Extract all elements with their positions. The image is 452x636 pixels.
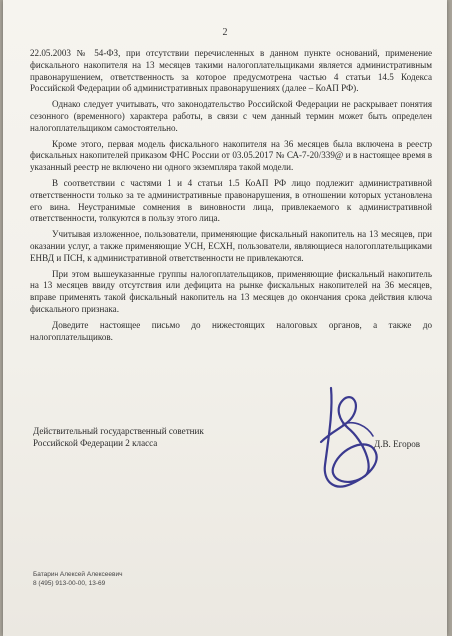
executor-name: Батарин Алексей Алексеевич (33, 571, 123, 578)
paragraph-4: В соответствии с частями 1 и 4 статьи 1.5 КоАП РФ лицо подлежит административной ответственности только за те административные правонарушения, в отношении которых установлена его вина. Неустранимые сомнения в виновности лица, привлекаемого к административной ответственности, толкуются в пользу этого лица. (30, 177, 432, 224)
document-page (3, 0, 447, 636)
letter-body (30, 48, 432, 347)
signatory-title (33, 425, 204, 449)
paragraph-2: Однако следует учитывать, что законодательство Российской Федерации не раскрывает понятия сезонного (временного) характера работы, в связи с чем данный термин может быть определен налогоплательщиком самостоятельно. (30, 99, 432, 133)
paragraph-3: Кроме этого, первая модель фискального накопителя на 36 месяцев была включена в реестр фискальных накопителей приказом ФНС России от 03.05.2017 № СА-7-20/339@ и в настоящее время в указанный реестр не включено ни одного экземпляра такой модели. (30, 138, 432, 173)
paragraph-7: Доведите настоящее письмо до нижестоящих налоговых органов, а также до налогоплательщиков. (30, 319, 432, 342)
signatory-title-line2: Российской Федерации 2 класса (33, 438, 158, 448)
page-number: 2 (222, 27, 228, 38)
signatory-name: Д.В. Егоров (374, 439, 421, 449)
paragraph-5: Учитывая изложенное, пользователи, применяющие фискальный накопитель на 13 месяцев, при оказании услуг, а также применяющие УСН, ЕСХН, пользователи, являющиеся налогоплательщиками ЕНВД и ПСН, к административной ответственности не привлекаются. (30, 229, 432, 263)
executor-info (33, 570, 122, 588)
executor-phone: 8 (495) 913-00-00, 13-69 (33, 580, 106, 587)
paragraph-6: При этом вышеуказанные группы налогоплательщиков, применяющие фискальный накопитель на 13 месяцев ввиду отсутствия или дефицита на рынке фискальных накопителей на 36 месяцев, вправе применять такой фискальный накопитель на 13 месяцев до окончания срока действия ключа фискального признака. (30, 268, 432, 314)
signatory-title-line1: Действительный государственный советник (33, 426, 204, 436)
paragraph-1: 22.05.2003 № 54-ФЗ, при отсутствии перечисленных в данном пункте оснований, применение фискального накопителя на 13 месяцев такими налогоплательщиками является административным правонарушением, ответственность за которое предусмотрена частью 4 статьи 14.5 Кодекса Российской Федерации об административных правонарушениях (далее – КоАП РФ). (30, 48, 432, 94)
